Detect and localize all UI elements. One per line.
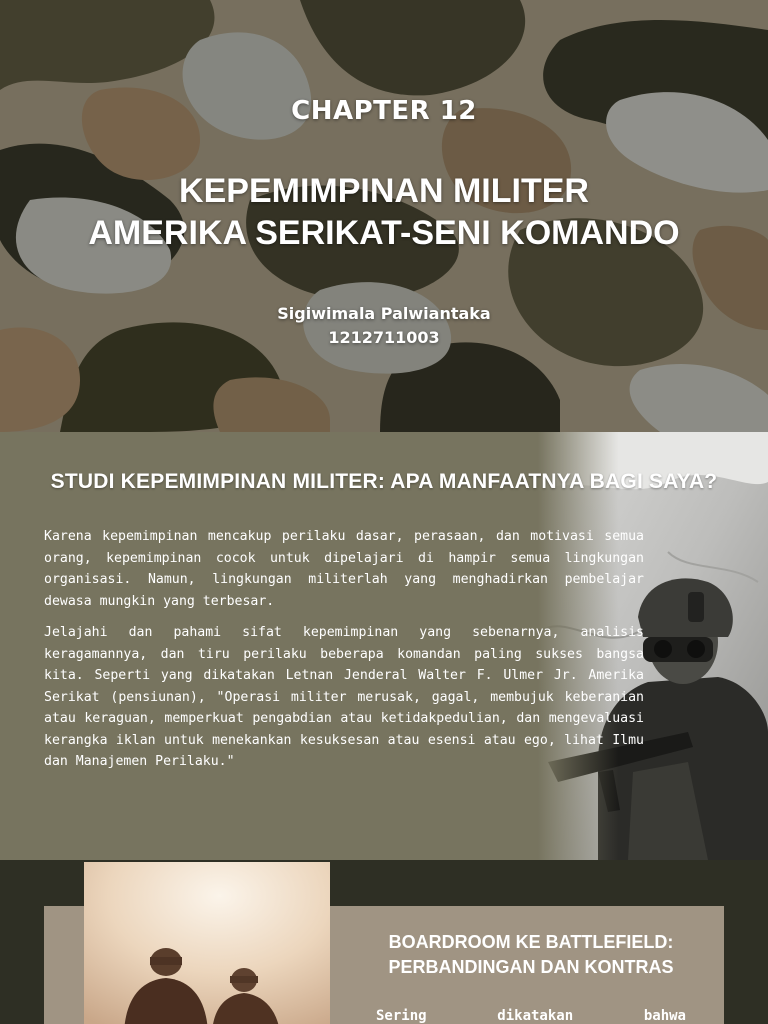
- study-section: [0, 432, 768, 860]
- study-heading: STUDI KEPEMIMPINAN MILITER: APA MANFAATNYA BAGI SAYA?: [50, 470, 718, 493]
- boardroom-body-snippet: [376, 1008, 686, 1024]
- boardroom-heading: [356, 930, 706, 980]
- soldiers-photo: [84, 862, 330, 1024]
- soldiers-silhouette-image: [84, 862, 330, 1024]
- author-id: 1212711003: [328, 328, 440, 347]
- title-line-2: AMERIKA SERIKAT-SENI KOMANDO: [88, 214, 680, 252]
- snippet-word: bahwa: [643, 1008, 686, 1024]
- boardroom-heading-line-1: BOARDROOM KE BATTLEFIELD:: [388, 932, 674, 952]
- boardroom-section: [0, 860, 768, 1024]
- title-line-1: KEPEMIMPINAN MILITER: [179, 172, 589, 210]
- hero-banner: [0, 0, 768, 432]
- snippet-word: Sering: [376, 1008, 427, 1024]
- page-title: [0, 170, 768, 254]
- boardroom-heading-line-2: PERBANDINGAN DAN KONTRAS: [388, 957, 674, 977]
- author-name: Sigiwimala Palwiantaka: [277, 304, 491, 323]
- snippet-word: dikatakan: [497, 1008, 574, 1024]
- study-body: [44, 526, 644, 783]
- study-paragraph-1: Karena kepemimpinan mencakup perilaku dasar, perasaan, dan motivasi semua orang, kepemimpinan cocok untuk dipelajari di hampir semua lingkungan organisasi. Namun, lingkungan militerlah yang menghadirkan pembelajar dewasa mungkin yang terbesar.: [44, 529, 644, 609]
- study-paragraph-2: Jelajahi dan pahami sifat kepemimpinan yang sebenarnya, analisis keragamannya, dan tiru perilaku beberapa komandan paling sukses bangsa kita. Seperti yang dikatakan Letnan Jenderal Walter F. Ulmer Jr. Amerika Serikat (pensiunan), "Operasi militer merusak, gagal, membujuk keberanian atau keraguan, memperkuat pengabdian atau ketidakpedulian, dan mengevaluasi kerangka iklan untuk menekankan kesuksesan atau esensi atau ego, lihat Ilmu dan Manajemen Perilaku.": [44, 625, 644, 769]
- author-block: [0, 302, 768, 350]
- chapter-label: CHAPTER 12: [291, 96, 477, 126]
